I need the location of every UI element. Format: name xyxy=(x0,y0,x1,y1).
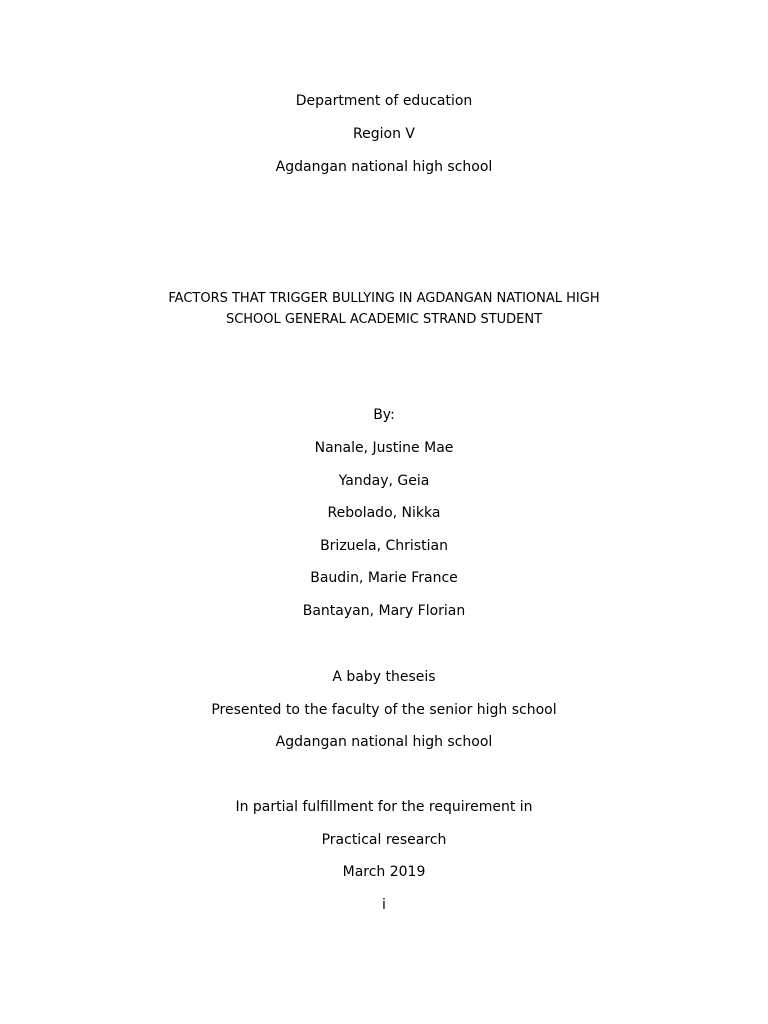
author-name: Bantayan, Mary Florian xyxy=(302,603,466,619)
author-name: Brizuela, Christian xyxy=(320,538,448,554)
department-line: Department of education xyxy=(295,93,473,109)
school-line: Agdangan national high school xyxy=(275,159,493,175)
by-label: By: xyxy=(373,407,395,423)
author-name: Rebolado, Nikka xyxy=(327,505,441,521)
thesis-type-line: A baby theseis xyxy=(332,669,436,685)
subject-line: Practical research xyxy=(321,832,447,848)
thesis-title-line-1: FACTORS THAT TRIGGER BULLYING IN AGDANGAN NATIONAL HIGH xyxy=(168,291,600,306)
presented-to-line: Presented to the faculty of the senior high school xyxy=(211,702,557,718)
author-name: Nanale, Justine Mae xyxy=(314,440,454,456)
author-name: Baudin, Marie France xyxy=(310,570,458,586)
author-name: Yanday, Geia xyxy=(338,473,430,489)
page-number: i xyxy=(382,897,386,913)
presentation-school-line: Agdangan national high school xyxy=(275,734,493,750)
thesis-title xyxy=(0,288,768,330)
date-line: March 2019 xyxy=(342,864,426,880)
thesis-title-line-2: SCHOOL GENERAL ACADEMIC STRAND STUDENT xyxy=(225,312,543,327)
region-line: Region V xyxy=(353,126,415,142)
fulfillment-line: In partial fulfillment for the requirement in xyxy=(235,799,533,815)
